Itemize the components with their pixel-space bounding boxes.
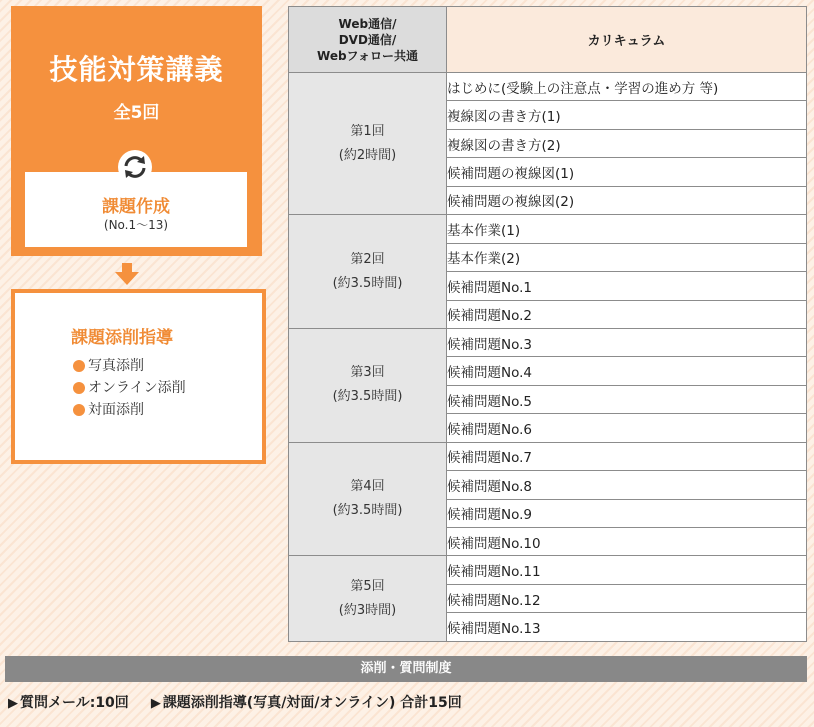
course-title: 技能対策講義: [49, 53, 224, 86]
curriculum-item: 候補問題No.5: [447, 385, 807, 413]
session-name: 第2回: [350, 251, 385, 267]
cycle-icon: [117, 149, 153, 185]
curriculum-item: 候補問題No.11: [447, 556, 807, 584]
curriculum-table: [288, 6, 807, 642]
curriculum-item: はじめに(受験上の注意点・学習の進め方 等): [447, 73, 807, 101]
curriculum-item: 候補問題No.7: [447, 442, 807, 470]
review-card: [11, 289, 266, 464]
session-cell: [289, 556, 447, 642]
session-duration: (約2時間): [338, 147, 397, 163]
header-curriculum: カリキュラム: [447, 7, 807, 73]
session-name: 第4回: [350, 479, 385, 495]
review-item-label: 写真添削: [88, 358, 144, 374]
review-item: [73, 355, 186, 377]
curriculum-item: 候補問題No.13: [447, 613, 807, 642]
review-title: 課題添削指導: [71, 328, 173, 348]
down-arrow-icon: [115, 263, 139, 285]
curriculum-item: 候補問題No.10: [447, 528, 807, 556]
session-duration: (約3時間): [338, 602, 397, 618]
session-name: 第5回: [350, 578, 385, 594]
curriculum-item: 候補問題No.8: [447, 471, 807, 499]
curriculum-item: 候補問題No.1: [447, 272, 807, 300]
curriculum-body: [289, 73, 807, 642]
review-item: [73, 399, 186, 421]
curriculum-item: 候補問題No.12: [447, 584, 807, 612]
table-row: [289, 556, 807, 584]
footer-item-review: 課題添削指導(写真/対面/オンライン): [162, 695, 396, 711]
footer-summary: [8, 692, 808, 712]
course-card: [11, 6, 262, 256]
review-item: [73, 377, 186, 399]
footer-item-mail: 質問メール:10回: [20, 695, 129, 711]
session-name: 第3回: [350, 365, 385, 381]
session-cell: [289, 442, 447, 556]
course-count: 全5回: [113, 103, 160, 123]
session-duration: (約3.5時間): [332, 503, 403, 519]
table-row: [289, 442, 807, 470]
session-cell: [289, 73, 447, 215]
table-header-row: [289, 7, 807, 73]
curriculum-item: 基本作業(2): [447, 243, 807, 271]
session-duration: (約3.5時間): [332, 275, 403, 291]
curriculum-item: 候補問題No.2: [447, 300, 807, 328]
bullet-dot-icon: [73, 382, 85, 394]
session-cell: [289, 328, 447, 442]
curriculum-item: 基本作業(1): [447, 215, 807, 243]
curriculum-item: 候補問題No.3: [447, 328, 807, 356]
review-list: [73, 355, 186, 421]
session-duration: (約3.5時間): [332, 389, 403, 405]
bullet-dot-icon: [73, 404, 85, 416]
triangle-right-icon: ▶: [150, 696, 161, 711]
assignment-title: 課題作成: [102, 197, 170, 217]
header-session-line: Webフォロー共通: [317, 48, 418, 63]
curriculum-item: 候補問題No.6: [447, 414, 807, 442]
assignment-range: (No.1〜13): [103, 218, 169, 232]
table-row: [289, 328, 807, 356]
review-item-label: オンライン添削: [88, 380, 186, 396]
curriculum-item: 候補問題の複線図(2): [447, 186, 807, 214]
header-session-line: DVD通信/: [338, 32, 397, 47]
curriculum-item: 候補問題No.9: [447, 499, 807, 527]
session-cell: [289, 215, 447, 329]
review-item-label: 対面添削: [88, 402, 144, 418]
table-row: [289, 215, 807, 243]
curriculum-item: 複線図の書き方(1): [447, 101, 807, 129]
triangle-right-icon: ▶: [8, 696, 18, 711]
curriculum-item: 複線図の書き方(2): [447, 129, 807, 157]
system-bar-title: 添削・質問制度: [5, 656, 807, 682]
footer-total: 合計15回: [400, 695, 462, 711]
header-session: [289, 7, 447, 73]
table-row: [289, 73, 807, 101]
curriculum-item: 候補問題の複線図(1): [447, 158, 807, 186]
header-session-line: Web通信/: [338, 16, 397, 31]
session-name: 第1回: [350, 123, 385, 139]
bullet-dot-icon: [73, 360, 85, 372]
curriculum-item: 候補問題No.4: [447, 357, 807, 385]
